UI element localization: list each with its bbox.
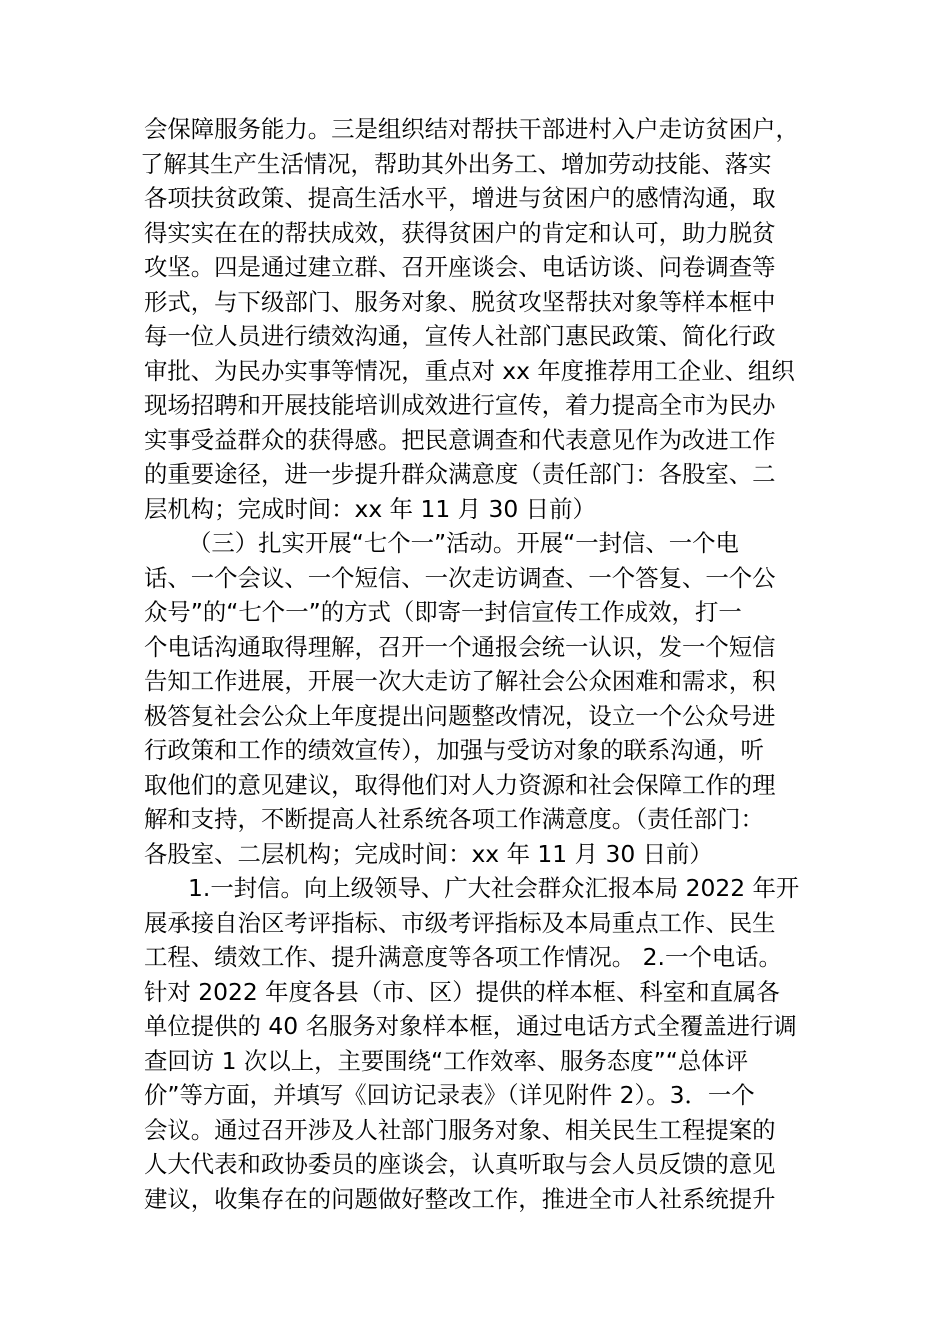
text-line: 得实实在在的帮扶成效，获得贫困户的肯定和认可，助力脱贫 <box>144 218 776 247</box>
text-line: 了解其生产生活情况，帮助其外出务工、增加劳动技能、落实 <box>140 149 772 178</box>
text-line: 形式，与下级部门、服务对象、脱贫攻坚帮扶对象等样本框中 <box>144 287 776 316</box>
section-heading-line: （三）扎实开展“七个一”活动。开展“一封信、一个电 <box>188 529 739 557</box>
text-line: 展承接自治区考评指标、市级考评指标及本局重点工作、民生 <box>144 908 776 937</box>
text-line: 价”等方面，并填写《回访记录表》（详见附件 2）。3．一个 <box>144 1081 755 1109</box>
text-line: 查回访 1 次以上，主要围绕“工作效率、服务态度”“总体评 <box>144 1046 749 1075</box>
text-line: 会保障服务能力。三是组织结对帮扶干部进村入户走访贫困户， <box>144 115 799 143</box>
text-line: 话、一个会议、一个短信、一次走访调查、一个答复、一个公 <box>144 563 776 592</box>
text-line: 各项扶贫政策、提高生活水平，增进与贫困户的感情沟通，取 <box>144 184 776 212</box>
text-line: 会议。通过召开涉及人社部门服务对象、相关民生工程提案的 <box>144 1115 776 1144</box>
text-line: 极答复社会公众上年度提出问题整改情况，设立一个公众号进 <box>144 701 776 730</box>
body-text <box>140 112 814 1216</box>
text-line: 审批、为民办实事等情况，重点对 xx 年度推荐用工企业、组织 <box>144 356 795 385</box>
text-line: 每一位人员进行绩效沟通，宣传人社部门惠民政策、简化行政 <box>144 322 776 350</box>
text-line: 层机构；完成时间：xx 年 11 月 30 日前） <box>144 494 596 523</box>
text-line: 攻坚。四是通过建立群、召开座谈会、电话访谈、问卷调查等 <box>144 253 776 281</box>
text-line: 人大代表和政协委员的座谈会，认真听取与会人员反馈的意见 <box>144 1150 776 1178</box>
text-line: 建议，收集存在的问题做好整改工作，推进全市人社系统提升 <box>144 1184 776 1213</box>
text-line: 告知工作进展，开展一次大走访了解社会公众困难和需求，积 <box>144 667 776 695</box>
text-line: 现场招聘和开展技能培训成效进行宣传，着力提高全市为民办 <box>144 391 776 419</box>
text-line: 各股室、二层机构；完成时间：xx 年 11 月 30 日前） <box>144 839 713 868</box>
text-line: 的重要途径，进一步提升群众满意度（责任部门：各股室、二 <box>144 460 776 488</box>
text-line: 行政策和工作的绩效宣传），加强与受访对象的联系沟通，听 <box>144 736 764 764</box>
text-line: 单位提供的 40 名服务对象样本框，通过电话方式全覆盖进行调 <box>144 1012 797 1040</box>
text-line: 针对 2022 年度各县（市、区）提供的样本框、科室和直属各 <box>144 977 780 1006</box>
text-line: 解和支持，不断提高人社系统各项工作满意度。（责任部门： <box>144 805 764 833</box>
list-item-line: 1.一封信。向上级领导、广大社会群众汇报本局 2022 年开 <box>188 874 800 902</box>
text-line: 众号”的“七个一”的方式（即寄一封信宣传工作成效，打一 <box>144 598 742 626</box>
text-line: 个电话沟通取得理解，召开一个通报会统一认识，发一个短信 <box>144 632 776 661</box>
text-line: 工程、绩效工作、提升满意度等各项工作情况。 2.一个电话。 <box>144 943 782 971</box>
text-line: 实事受益群众的获得感。把民意调查和代表意见作为改进工作 <box>144 425 776 454</box>
text-line: 取他们的意见建议，取得他们对人力资源和社会保障工作的理 <box>144 770 776 799</box>
